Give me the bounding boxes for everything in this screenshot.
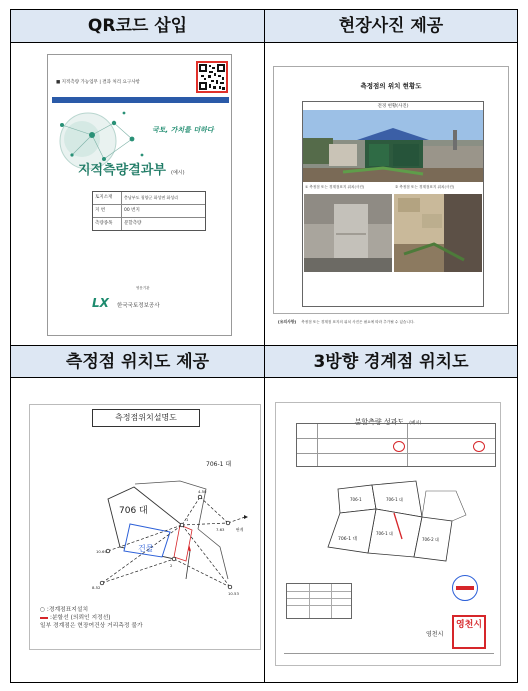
area-table xyxy=(286,583,352,619)
boundary-heading-text: 분할측량 성과도 xyxy=(354,418,405,426)
parcel-label: 706 대 xyxy=(119,506,148,516)
cover-info-table xyxy=(92,191,206,231)
photo-box xyxy=(302,101,484,307)
boundary-page xyxy=(275,402,501,666)
row-label: 지 번 xyxy=(93,205,122,217)
svg-text:706-1 대: 706-1 대 xyxy=(386,497,403,502)
position-page xyxy=(29,404,261,650)
svg-text:2: 2 xyxy=(170,563,173,568)
main-parcel-label: 706-1 대 xyxy=(338,537,357,542)
note-text: 측정점 또는 경계점 표지의 위치 사진은 필요에 따라 추가될 수 있습니다. xyxy=(301,320,415,324)
note-tag: [유의사항] xyxy=(278,319,297,324)
panel-title: 측정점 위치도 제공 xyxy=(11,346,264,378)
seal-icon xyxy=(473,441,485,452)
position-heading: 측정점위치설명도 xyxy=(92,409,200,427)
row-label: 측량종목 xyxy=(93,218,122,230)
legend-note: 일부 경계점은 현장여건상 거리측정 불가 xyxy=(40,623,143,629)
legend-divide xyxy=(40,614,143,622)
row-value: 충남부도 청양군 화성면 화성리 xyxy=(124,195,179,200)
org-logo xyxy=(92,286,160,311)
cover-slogan: 국토, 가치를 더하다 xyxy=(152,126,214,134)
cover-strip xyxy=(52,97,229,103)
overview-label: 전경 현황(사진) xyxy=(377,104,409,109)
legend-marker: ○ :경계점표지설치 xyxy=(40,607,89,613)
svg-text:4.50: 4.50 xyxy=(198,489,207,494)
row-value: 00 번지 xyxy=(124,208,140,213)
boundary-diagram xyxy=(276,469,502,579)
qr-code-icon xyxy=(196,61,228,93)
svg-text:706-1: 706-1 xyxy=(350,497,362,502)
square-seal xyxy=(452,615,486,649)
panel-title: 현장사진 제공 xyxy=(265,10,517,43)
row-label: 토지소재 xyxy=(93,192,122,204)
photo-heading: 측정점의 위치 현황도 xyxy=(360,82,422,90)
org-name: 한국국토정보공사 xyxy=(117,303,160,309)
boundary-info-table xyxy=(296,423,496,467)
cover-page xyxy=(47,54,232,336)
svg-text:8.52: 8.52 xyxy=(92,585,101,590)
svg-text:706-1 대: 706-1 대 xyxy=(376,531,393,536)
panel-qr xyxy=(11,10,264,345)
lx-logo-icon: LX xyxy=(92,296,109,310)
boundary-heading-suffix: (예시) xyxy=(409,421,422,426)
svg-text:10.69: 10.69 xyxy=(96,549,107,554)
svg-text:706-2 대: 706-2 대 xyxy=(422,537,439,542)
cover-meta-line: ■ 지적측량 가능업무 | 결과 처리 요구사항 xyxy=(56,80,140,85)
svg-text:10.53: 10.53 xyxy=(228,591,239,596)
comparison-table xyxy=(10,9,518,683)
footer-place: 영천시 xyxy=(426,631,444,638)
photo-page xyxy=(273,66,509,324)
caption-left: ① 측정점 또는 경계점표지 위치(사진) xyxy=(305,185,365,189)
photo-note xyxy=(278,308,415,327)
row-value: 분할측량 xyxy=(124,221,142,226)
seal-text: 영천시 xyxy=(455,620,483,630)
report-title-suffix: (예시) xyxy=(171,170,185,176)
position-legend xyxy=(40,606,143,630)
building-label: 건물 xyxy=(138,544,154,553)
marker-photo-right xyxy=(394,194,482,272)
site-overview-photo xyxy=(303,110,483,182)
legend-divide-text: :분할선 (의뢰인 지정선) xyxy=(50,615,111,621)
svg-text:7.63: 7.63 xyxy=(216,527,225,532)
report-title xyxy=(78,159,185,178)
svg-text:판게: 판게 xyxy=(236,527,244,532)
caption-right: ② 측정점 또는 경계점표지 위치(사진) xyxy=(395,185,455,189)
org-sub: 영문기관 xyxy=(136,286,150,290)
footer-note-line xyxy=(284,653,494,654)
panel-boundary xyxy=(265,346,517,682)
panel-position xyxy=(11,346,264,682)
cover-info-row xyxy=(93,205,205,218)
marker-photo-left xyxy=(304,194,392,272)
neighbor-label: 706-1 대 xyxy=(206,461,232,468)
seal-icon xyxy=(393,441,405,452)
cover-info-row xyxy=(93,192,205,205)
report-title-text: 지적측량결과부 xyxy=(78,163,166,178)
cover-info-row xyxy=(93,218,205,230)
panel-title: 3방향 경계점 위치도 xyxy=(265,346,517,378)
official-stamp-icon xyxy=(452,575,478,601)
panel-title: QR코드 삽입 xyxy=(11,10,264,43)
svg-text:1: 1 xyxy=(186,517,189,522)
panel-photo xyxy=(265,10,517,345)
